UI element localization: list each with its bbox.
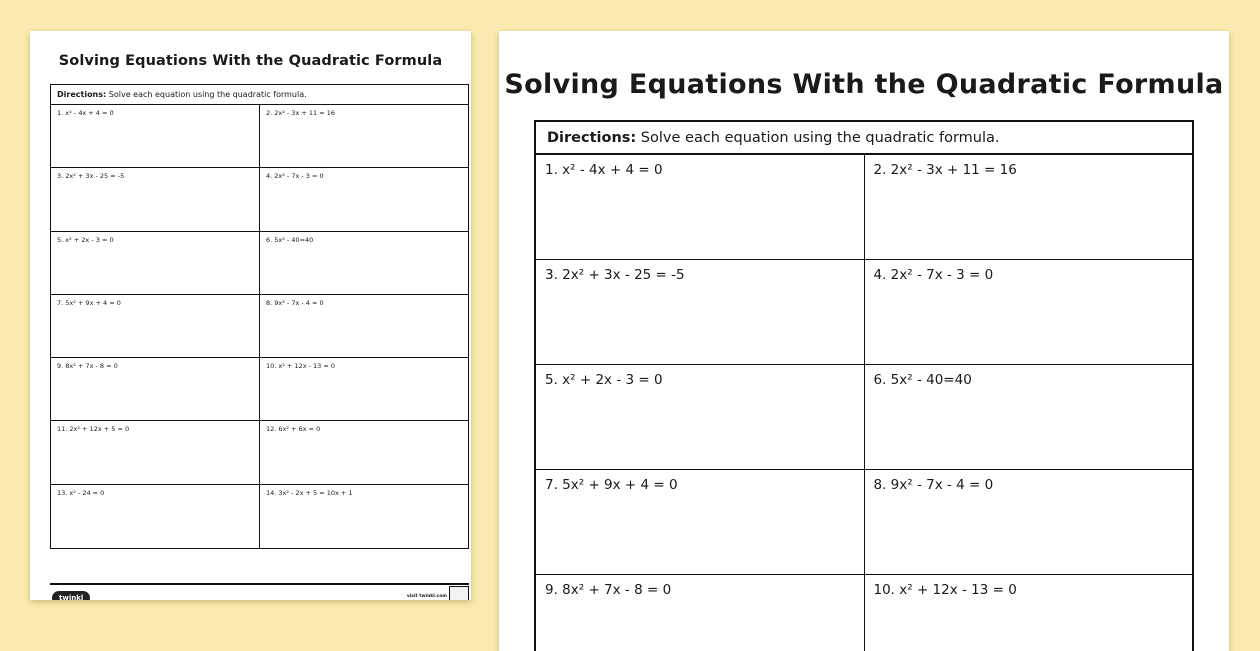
problem-cell: 5. x² + 2x - 3 = 0	[545, 372, 663, 388]
problem-cell: 10. x² + 12x - 13 = 0	[259, 358, 468, 420]
table-row	[51, 485, 468, 548]
problem-cell: 7. 5x² + 9x + 4 = 0	[57, 298, 121, 307]
table-row	[51, 421, 468, 484]
directions-text: Solve each equation using the quadratic formula.	[106, 90, 307, 99]
page-footer	[50, 583, 469, 600]
table-row	[51, 358, 468, 421]
worksheet-title: Solving Equations With the Quadratic Formula	[504, 69, 1224, 100]
table-row	[536, 575, 1192, 651]
directions-label: Directions:	[547, 130, 637, 146]
problem-table	[534, 120, 1194, 651]
twinkl-logo: twinkl	[52, 591, 90, 600]
problem-cell: 14. 3x² - 2x + 5 = 10x + 1	[259, 485, 468, 548]
problem-cell: 10. x² + 12x - 13 = 0	[864, 575, 1193, 651]
problem-cell: 7. 5x² + 9x + 4 = 0	[545, 477, 678, 493]
directions-label: Directions:	[57, 90, 107, 99]
problem-cell: 8. 9x² - 7x - 4 = 0	[864, 470, 1193, 574]
table-row	[51, 105, 468, 168]
problem-cell: 4. 2x² - 7x - 3 = 0	[259, 168, 468, 230]
problem-cell: 9. 8x² + 7x - 8 = 0	[57, 362, 118, 371]
problem-cell: 13. x² - 24 = 0	[57, 488, 105, 497]
table-row	[536, 365, 1192, 470]
problem-cell: 5. x² + 2x - 3 = 0	[57, 235, 114, 244]
table-row	[536, 260, 1192, 365]
table-row	[536, 470, 1192, 575]
problem-cell: 4. 2x² - 7x - 3 = 0	[864, 260, 1193, 364]
problem-cell: 3. 2x² + 3x - 25 = -5	[545, 267, 685, 283]
directions	[51, 85, 468, 105]
worksheet-title: Solving Equations With the Quadratic Formula	[58, 53, 443, 69]
problem-cell: 12. 6x² + 6x = 0	[259, 421, 468, 483]
problem-cell: 8. 9x² - 7x - 4 = 0	[259, 295, 468, 357]
table-row	[51, 232, 468, 295]
problem-cell: 6. 5x² - 40=40	[259, 232, 468, 294]
worksheet-preview-small	[30, 31, 471, 600]
checked-badge-icon	[449, 586, 469, 600]
problem-table	[50, 84, 469, 549]
problem-cell: 2. 2x² - 3x + 11 = 16	[864, 155, 1193, 259]
problem-cell: 11. 2x² + 12x + 5 = 0	[57, 425, 130, 434]
problem-cell: 1. x² - 4x + 4 = 0	[545, 162, 663, 178]
table-row	[536, 155, 1192, 260]
directions-text: Solve each equation using the quadratic formula.	[636, 130, 1000, 146]
table-row	[51, 168, 468, 231]
table-row	[51, 295, 468, 358]
problem-cell: 6. 5x² - 40=40	[864, 365, 1193, 469]
problem-cell: 3. 2x² + 3x - 25 = -5	[57, 172, 125, 181]
worksheet-preview-large	[499, 31, 1229, 651]
website-text: visit twinkl.com	[406, 594, 447, 599]
problem-cell: 2. 2x² - 3x + 11 = 16	[259, 105, 468, 167]
directions	[536, 122, 1192, 155]
problem-cell: 9. 8x² + 7x - 8 = 0	[545, 582, 672, 598]
problem-cell: 1. x² - 4x + 4 = 0	[57, 109, 114, 117]
